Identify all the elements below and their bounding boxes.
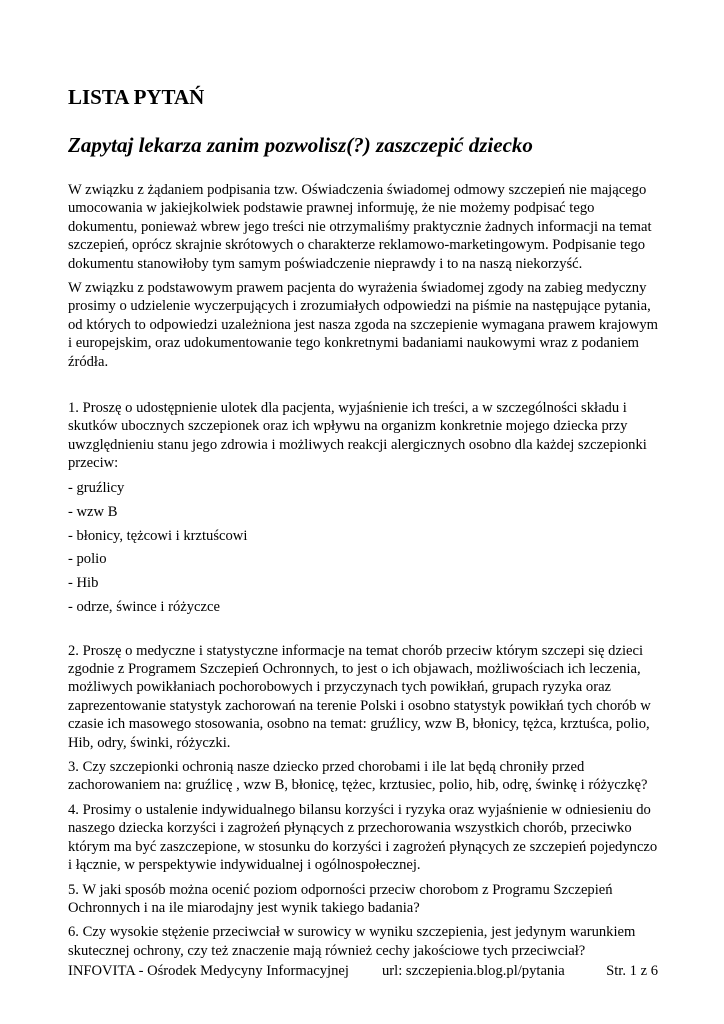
page-title: LISTA PYTAŃ (68, 85, 205, 109)
footer-organization: INFOVITA - Ośrodek Medycyny Informacyjnej (68, 963, 349, 979)
list-item: - odrze, śwince i różyczce (68, 599, 220, 616)
question-2: 2. Proszę o medyczne i statystyczne informacje na temat chorób przeciw którym szczepi się dzieci zgodnie z Programem Szczepień Ochronnych, to jest o ich objawach, możliwościach ich leczenia, możliwych powikłaniach pochorobowych i przyczynach tych powikłań, grupach ryzyka oraz zaprezentowanie statystyk zachorowań na terenie Polski i osobno statystyk powikłań tych chorób w czasie ich masowego stosowania, osobno na temat: gruźlicy, wzw B, błonicy, tężca, krztuśca, polio, Hib, odry, świnki, różyczki. (68, 642, 651, 751)
question-1: 1. Proszę o udostępnienie ulotek dla pacjenta, wyjaśnienie ich treści, a w szczególności składu i skutków ubocznych szczepionek oraz ich wpływu na organizm konkretnie mojego dziecka przy uwzględnieniu stanu jego zdrowia i możliwych reakcji alergicznych osobno dla każdej szczepionki przeciw: (68, 400, 647, 472)
list-item: - błonicy, tężcowi i krztuścowi (68, 527, 248, 544)
question-4: 4. Prosimy o ustalenie indywidualnego bilansu korzyści i ryzyka oraz wyjaśnienie w odniesieniu do naszego dziecka korzyści i zagrożeń płynących z przechorowania wszystkich chorób, przeciwko którym ma być zaszczepione, w stosunku do korzyści i zagrożeń płynących ze szczepień pojedynczo i łącznie, w perspektywie indywidualnej i ogólnospołecznej. (68, 801, 658, 874)
list-item: - Hib (68, 575, 99, 592)
vaccine-list (68, 479, 658, 617)
question-3: 3. Czy szczepionki ochronią nasze dziecko przed chorobami i ile lat będą chroniły przed zachorowaniem na: gruźlicę , wzw B, błonicę, tężec, krztusiec, polio, hib, odrę, świnkę i różyczkę? (68, 759, 648, 794)
intro-paragraph-2: W związku z podstawowym prawem pacjenta do wyrażenia świadomej zgody na zabieg medyczny prosimy o udzielenie wyczerpujących i zrozumiałych odpowiedzi na piśmie na następujące pytania, od których to odpowiedzi uzależniona jest nasza zgoda na szczepienie wymagana prawem krajowym i europejskim, oraz udokumentowanie tego konkretnymi badaniami naukowymi wraz z podaniem źródła. (68, 280, 659, 370)
list-item: - gruźlicy (68, 479, 125, 496)
intro-paragraph-1: W związku z żądaniem podpisania tzw. Oświadczenia świadomej odmowy szczepień nie mającego umocowania w jakiejkolwiek podstawie prawnej informuję, że nie możemy podpisać tego dokumentu, ponieważ wbrew jego treści nie otrzymaliśmy praktycznie żadnych informacji na temat szczepień, oprócz skrajnie skrótowych o charakterze reklamowo-marketingowym. Podpisanie tego dokumentu stanowiłoby tym samym poświadczenie nieprawdy i to na naszą niekorzyść. (68, 182, 652, 272)
question-5: 5. W jaki sposób można ocenić poziom odporności przeciw chorobom z Programu Szczepień Ochronnych i na ile miarodajny jest wynik takiego badania? (68, 881, 613, 916)
list-item: - polio (68, 551, 107, 568)
page-subtitle: Zapytaj lekarza zanim pozwolisz(?) zaszczepić dziecko (68, 133, 533, 157)
question-6: 6. Czy wysokie stężenie przeciwciał w surowicy w wyniku szczepienia, jest jedynym warunkiem skutecznej ochrony, czy też znaczenie mają również cechy jakościowe tych przeciwciał? (68, 924, 636, 959)
document-page (68, 84, 658, 960)
footer-url: url: szczepienia.blog.pl/pytania (382, 963, 565, 979)
footer-page-number: Str. 1 z 6 (606, 963, 658, 979)
list-item: - wzw B (68, 503, 118, 520)
